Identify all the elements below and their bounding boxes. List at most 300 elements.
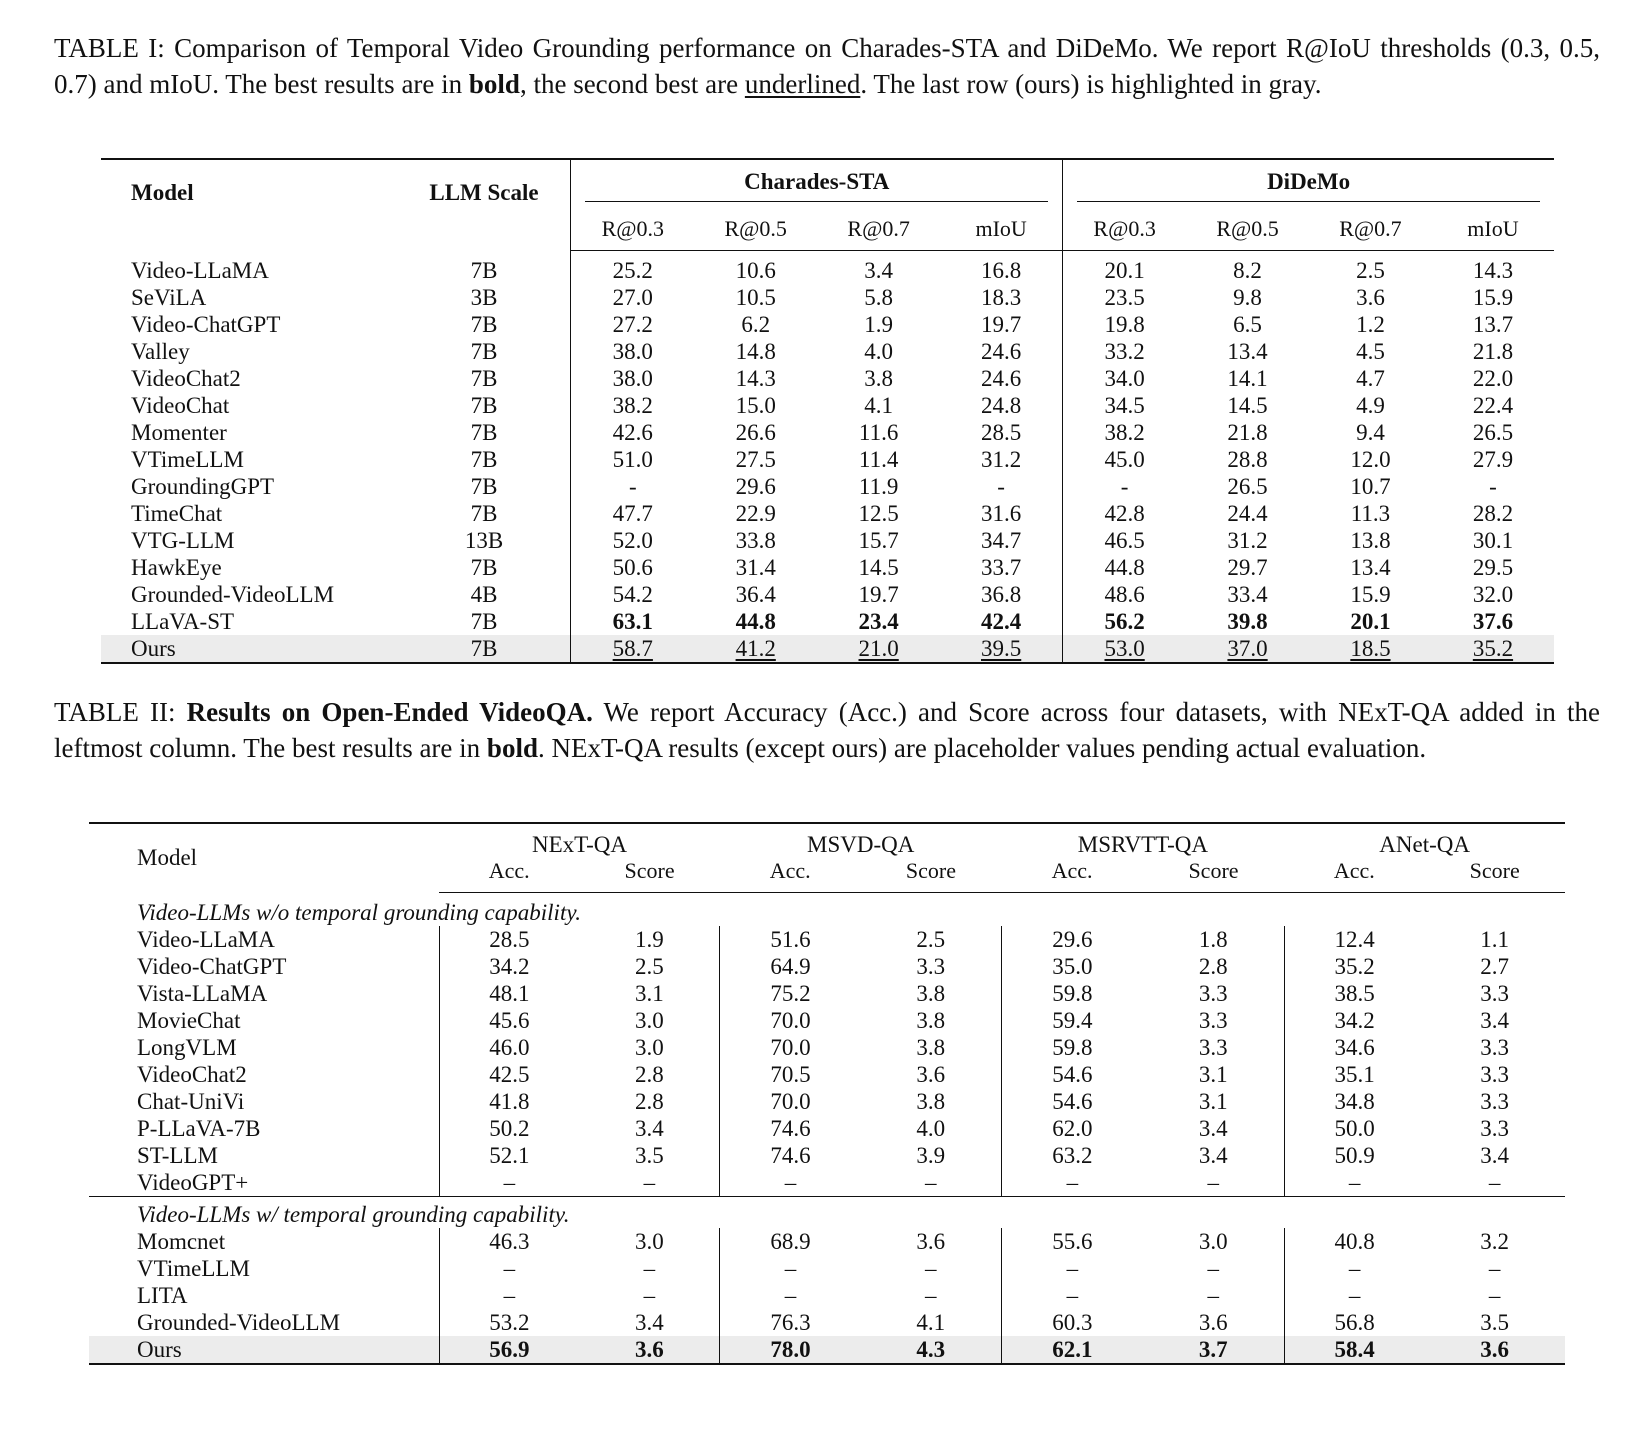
metric-value: 14.3 [1472,258,1514,283]
caption-text: . NExT-QA results (except ours) are placeholder values pending actual evaluation. [537,733,1427,763]
metric-value: 48.1 [489,981,530,1006]
metric-value: 39.5 [981,636,1022,661]
metric-value: 3.6 [860,1061,1001,1088]
table-row [101,284,1554,311]
header-model: Model [137,845,198,871]
model-name: HawkEye [131,555,222,580]
section-label: Video-LLMs w/o temporal grounding capability. [137,900,582,925]
metric-value: - [1489,474,1497,499]
metric-value: 50.9 [1334,1143,1375,1168]
metric-cell [1186,581,1309,608]
metric-cell [571,527,694,554]
metric-value: 11.4 [858,447,899,472]
metric-cell [694,608,817,635]
table-row [101,446,1554,473]
metric-cell [694,419,817,446]
metric-value: 44.8 [1104,555,1145,580]
table-row [101,527,1554,554]
metric-value: 13.4 [1227,339,1268,364]
caption-text: We report Accuracy (Acc.) and Score across four datasets, with NExT-QA added in the leftmost column. The best results are in [54,697,1600,763]
table2-dataset-header-row [89,823,1565,858]
metric-value: 2.8 [579,1061,720,1088]
metric-value: 3.3 [860,953,1001,980]
metric-cell [694,554,817,581]
metric-value: 70.0 [770,1035,811,1060]
metric-value: 24.6 [981,366,1022,391]
metric-value: 14.5 [1227,393,1268,418]
metric-value: 35.0 [1052,954,1093,979]
metric-value: 38.0 [612,366,653,391]
metric-cell [694,446,817,473]
metric-cell [817,608,940,635]
model-name: VideoGPT+ [89,1169,439,1197]
metric-value: 10.6 [735,258,776,283]
metric-cell [1063,311,1186,338]
metric-value: 1.8 [1143,926,1285,953]
metric-value: 3.8 [864,366,893,391]
metric-cell [817,311,940,338]
table-row [101,311,1554,338]
model-name: Valley [131,339,190,364]
metric-value: 14.5 [858,555,899,580]
metric-value: 42.6 [612,420,653,445]
metric-cell [571,338,694,365]
metric-value: 1.9 [579,926,720,953]
metric-value: 4.0 [860,1115,1001,1142]
metric-cell [1186,635,1309,663]
metric-value: 47.7 [612,501,653,526]
metric-value: 38.5 [1334,981,1375,1006]
metric-value: 34.0 [1104,366,1145,391]
metric-value: 3.2 [1480,1229,1510,1254]
metric-value: 1.9 [864,312,893,337]
table1-body [101,251,1554,664]
metric-value: – [784,1170,797,1195]
metric-value: 4.9 [1356,393,1385,418]
metric-value: - [997,474,1005,499]
metric-value: 3.8 [860,980,1001,1007]
metric-value: 3.7 [1143,1336,1285,1364]
metric-value: 3.3 [1480,1062,1510,1087]
header-metric: Acc. [1284,858,1424,893]
header-charades-sta [571,159,1063,208]
metric-cell [1432,392,1554,419]
metric-value: 31.6 [981,501,1022,526]
metric-value: – [1066,1170,1079,1195]
metric-cell [1186,473,1309,500]
metric-value: 24.8 [981,393,1022,418]
metric-value: – [579,1255,720,1282]
header-dataset: MSVD-QA [807,832,915,857]
table-row [89,1034,1565,1061]
metric-cell [571,365,694,392]
metric-value: 14.8 [735,339,776,364]
metric-cell [694,581,817,608]
metric-value: 3.5 [579,1142,720,1169]
metric-cell [1186,392,1309,419]
metric-value: 59.4 [1052,1008,1093,1033]
metric-value: 26.5 [1227,474,1268,499]
metric-cell [817,251,940,285]
metric-value: 11.3 [1350,501,1391,526]
metric-value: 40.8 [1334,1229,1375,1254]
metric-value: 29.5 [1472,555,1514,580]
metric-value: 3.3 [1480,1035,1510,1060]
header-dataset: NExT-QA [532,832,627,857]
metric-value: 3.1 [1143,1088,1285,1115]
metric-value: 56.8 [1334,1310,1375,1335]
header-metric: Acc. [439,858,579,893]
metric-value: 1.1 [1480,927,1510,952]
metric-cell [1309,251,1432,285]
metric-value: 30.1 [1472,528,1514,553]
metric-value: 3.9 [860,1142,1001,1169]
metric-value: 35.2 [1334,954,1375,979]
metric-value: 3.4 [1480,1008,1510,1033]
metric-cell [1186,554,1309,581]
header-metric: Acc. [1001,858,1142,893]
metric-value: 37.0 [1227,636,1268,661]
header-group-label: DiDeMo [1077,169,1540,202]
table-row [101,473,1554,500]
metric-value: 42.5 [489,1062,530,1087]
metric-value: – [1488,1170,1501,1195]
metric-cell [940,419,1063,446]
metric-value: 3.8 [860,1034,1001,1061]
metric-value: 21.8 [1472,339,1514,364]
metric-value: 18.5 [1350,636,1391,661]
table-row [101,392,1554,419]
model-name: MovieChat [89,1007,439,1034]
metric-value: 50.2 [489,1116,530,1141]
table-row [89,1115,1565,1142]
metric-value: 15.9 [1472,285,1514,310]
metric-cell [1432,338,1554,365]
metric-value: – [860,1255,1001,1282]
metric-value: 3.3 [1480,1089,1510,1114]
metric-value: 29.6 [1052,927,1093,952]
metric-cell [817,527,940,554]
table-row [101,635,1554,663]
metric-value: 64.9 [770,954,811,979]
metric-value: 2.5 [860,926,1001,953]
metric-value: - [628,474,637,499]
metric-cell [571,473,694,500]
metric-cell [940,635,1063,663]
metric-cell [1186,284,1309,311]
metric-cell [1309,473,1432,500]
model-name: LongVLM [89,1034,439,1061]
header-metric: Score [860,858,1001,893]
metric-cell [1063,365,1186,392]
table-row [89,953,1565,980]
metric-value: 58.4 [1284,1336,1424,1364]
metric-cell [571,446,694,473]
metric-value: – [1348,1170,1361,1195]
metric-value: 27.9 [1472,447,1514,472]
metric-cell [1432,581,1554,608]
metric-value: 15.0 [735,393,776,418]
metric-cell [694,311,817,338]
header-llm-scale: LLM Scale [398,159,571,251]
metric-cell [571,581,694,608]
metric-value: – [1143,1282,1285,1309]
metric-value: 26.6 [735,420,776,445]
metric-value: 34.7 [981,528,1022,553]
metric-value: 55.6 [1052,1229,1093,1254]
table-row [89,1088,1565,1115]
metric-value: 3.4 [1143,1142,1285,1169]
metric-cell [940,311,1063,338]
table-row [89,1255,1565,1282]
metric-cell [1432,251,1554,285]
metric-value: 39.8 [1227,609,1268,634]
metric-cell [571,554,694,581]
metric-value: 53.0 [1104,636,1145,661]
metric-value: 54.6 [1052,1062,1093,1087]
metric-value: 33.8 [735,528,776,553]
grounding-results-table [101,158,1554,664]
metric-value: 3.6 [579,1336,720,1364]
metric-value: – [503,1256,516,1281]
metric-value: 41.2 [735,636,776,661]
metric-value: 33.2 [1104,339,1145,364]
metric-cell [1432,473,1554,500]
metric-value: 76.3 [770,1310,811,1335]
metric-cell [1186,527,1309,554]
metric-cell [1063,284,1186,311]
metric-value: 62.1 [1001,1336,1142,1364]
metric-cell [1309,527,1432,554]
metric-cell [817,473,940,500]
metric-value: 70.0 [770,1089,811,1114]
metric-value: 8.2 [1233,258,1262,283]
metric-value: 3.0 [579,1007,720,1034]
metric-value: 52.1 [489,1143,530,1168]
metric-value: – [784,1283,797,1308]
model-name: Grounded-VideoLLM [131,582,335,607]
llm-scale: 7B [398,635,571,663]
model-name: LITA [89,1282,439,1309]
metric-cell [1063,554,1186,581]
metric-value: 74.6 [770,1143,811,1168]
table-row [89,1169,1565,1197]
header-metric: Acc. [720,858,861,893]
metric-cell [940,284,1063,311]
metric-cell [940,581,1063,608]
metric-value: 3.4 [864,258,893,283]
metric-value: 14.1 [1227,366,1268,391]
section-header-row [89,1197,1565,1229]
llm-scale: 7B [398,392,571,419]
metric-value: 38.0 [612,339,653,364]
metric-value: 35.2 [1472,636,1514,661]
metric-cell [817,338,940,365]
metric-value: 24.4 [1227,501,1268,526]
metric-value: 2.8 [1143,953,1285,980]
metric-value: 70.5 [770,1062,811,1087]
header-dataset: MSRVTT-QA [1077,832,1208,857]
model-name: Video-LLaMA [131,257,269,283]
videoqa-results-table [89,822,1565,1365]
metric-value: 2.5 [1356,258,1385,283]
metric-cell [694,338,817,365]
model-name: SeViLA [131,285,207,310]
caption-text: . The last row (ours) is highlighted in gray. [860,69,1322,99]
metric-cell [1432,608,1554,635]
metric-cell [1186,500,1309,527]
metric-cell [817,581,940,608]
metric-value: 10.7 [1350,474,1391,499]
metric-cell [1063,527,1186,554]
metric-value: 20.1 [1350,609,1391,634]
metric-cell [1432,527,1554,554]
metric-cell [940,365,1063,392]
metric-cell [940,608,1063,635]
metric-cell [817,392,940,419]
metric-cell [571,251,694,285]
metric-value: 46.3 [489,1229,530,1254]
metric-cell [571,635,694,663]
metric-value: 27.2 [612,312,653,337]
metric-value: 14.3 [735,366,776,391]
llm-scale: 13B [398,527,571,554]
metric-value: – [860,1169,1001,1197]
metric-cell [1432,365,1554,392]
metric-cell [694,284,817,311]
metric-cell [1309,554,1432,581]
header-didemo [1063,159,1554,208]
metric-cell [571,500,694,527]
metric-cell [1309,581,1432,608]
table-row [101,338,1554,365]
metric-cell [1186,419,1309,446]
metric-value: 45.0 [1104,447,1145,472]
metric-value: 25.2 [612,258,653,283]
metric-value: 3.4 [579,1309,720,1336]
metric-cell [571,608,694,635]
metric-value: 41.8 [489,1089,530,1114]
metric-cell [571,392,694,419]
metric-value: 21.0 [858,636,899,661]
caption-bold-word: bold [486,733,538,763]
model-name: VTG-LLM [131,528,235,553]
metric-value: 34.6 [1334,1035,1375,1060]
metric-cell [571,311,694,338]
model-name: Momcnet [89,1228,439,1255]
metric-cell [817,419,940,446]
section-header-row [89,893,1565,927]
model-name: P-LLaVA-7B [89,1115,439,1142]
header-group-label: Charades-STA [585,169,1048,202]
metric-cell [1309,284,1432,311]
metric-value: 3.1 [579,980,720,1007]
metric-cell [1432,311,1554,338]
metric-value: 9.8 [1233,285,1262,310]
metric-cell [1186,338,1309,365]
metric-value: 23.5 [1104,285,1145,310]
metric-cell [1063,392,1186,419]
metric-value: 59.8 [1052,981,1093,1006]
metric-cell [817,554,940,581]
metric-value: 42.4 [981,609,1022,634]
header-metric: R@0.7 [1309,208,1432,251]
caption-underlined-word: underlined [744,69,861,99]
header-metric: R@0.3 [571,208,694,251]
model-name: Video-ChatGPT [89,953,439,980]
llm-scale: 4B [398,581,571,608]
metric-value: 50.6 [612,555,653,580]
metric-cell [1309,500,1432,527]
model-name: Chat-UniVi [89,1088,439,1115]
metric-value: 3.6 [1356,285,1385,310]
metric-value: 3.0 [579,1228,720,1255]
table-row [89,1142,1565,1169]
metric-value: – [1143,1169,1285,1197]
metric-value: 27.5 [735,447,776,472]
table-row [89,926,1565,953]
header-metric: Score [579,858,720,893]
metric-value: 22.0 [1472,366,1514,391]
metric-cell [1063,635,1186,663]
header-metric: mIoU [940,208,1063,251]
metric-value: – [579,1169,720,1197]
table-row [89,1282,1565,1309]
metric-value: 3.0 [579,1034,720,1061]
table-row [89,980,1565,1007]
llm-scale: 7B [398,473,571,500]
metric-value: 56.9 [439,1336,579,1364]
metric-value: 54.6 [1052,1089,1093,1114]
metric-value: 68.9 [770,1229,811,1254]
metric-cell [1186,446,1309,473]
metric-value: 46.5 [1104,528,1145,553]
llm-scale: 3B [398,284,571,311]
metric-value: 19.8 [1104,312,1145,337]
metric-value: 12.0 [1350,447,1391,472]
metric-value: 16.8 [981,258,1022,283]
metric-value: – [579,1282,720,1309]
table-row [101,554,1554,581]
metric-value: 53.2 [489,1310,530,1335]
metric-value: 50.0 [1334,1116,1375,1141]
metric-value: 52.0 [612,528,653,553]
metric-value: 33.4 [1227,582,1268,607]
metric-value: 51.0 [612,447,653,472]
model-name: TimeChat [131,501,223,526]
header-dataset: ANet-QA [1379,832,1470,857]
metric-value: – [784,1256,797,1281]
metric-cell [940,473,1063,500]
model-name: Grounded-VideoLLM [89,1309,439,1336]
metric-cell [1063,608,1186,635]
metric-value: 44.8 [735,609,776,634]
metric-value: 3.6 [860,1228,1001,1255]
metric-value: 29.6 [735,474,776,499]
metric-value: 75.2 [770,981,811,1006]
metric-value: 3.5 [1480,1310,1510,1335]
metric-value: 3.3 [1480,1116,1510,1141]
metric-cell [1063,473,1186,500]
metric-cell [694,500,817,527]
header-metric: Score [1143,858,1285,893]
metric-value: 4.3 [860,1336,1001,1364]
table1-caption [54,30,1600,102]
metric-value: 48.6 [1104,582,1145,607]
metric-value: 38.2 [1104,420,1145,445]
metric-value: 18.3 [981,285,1022,310]
caption-text: , the second best are [519,69,745,99]
